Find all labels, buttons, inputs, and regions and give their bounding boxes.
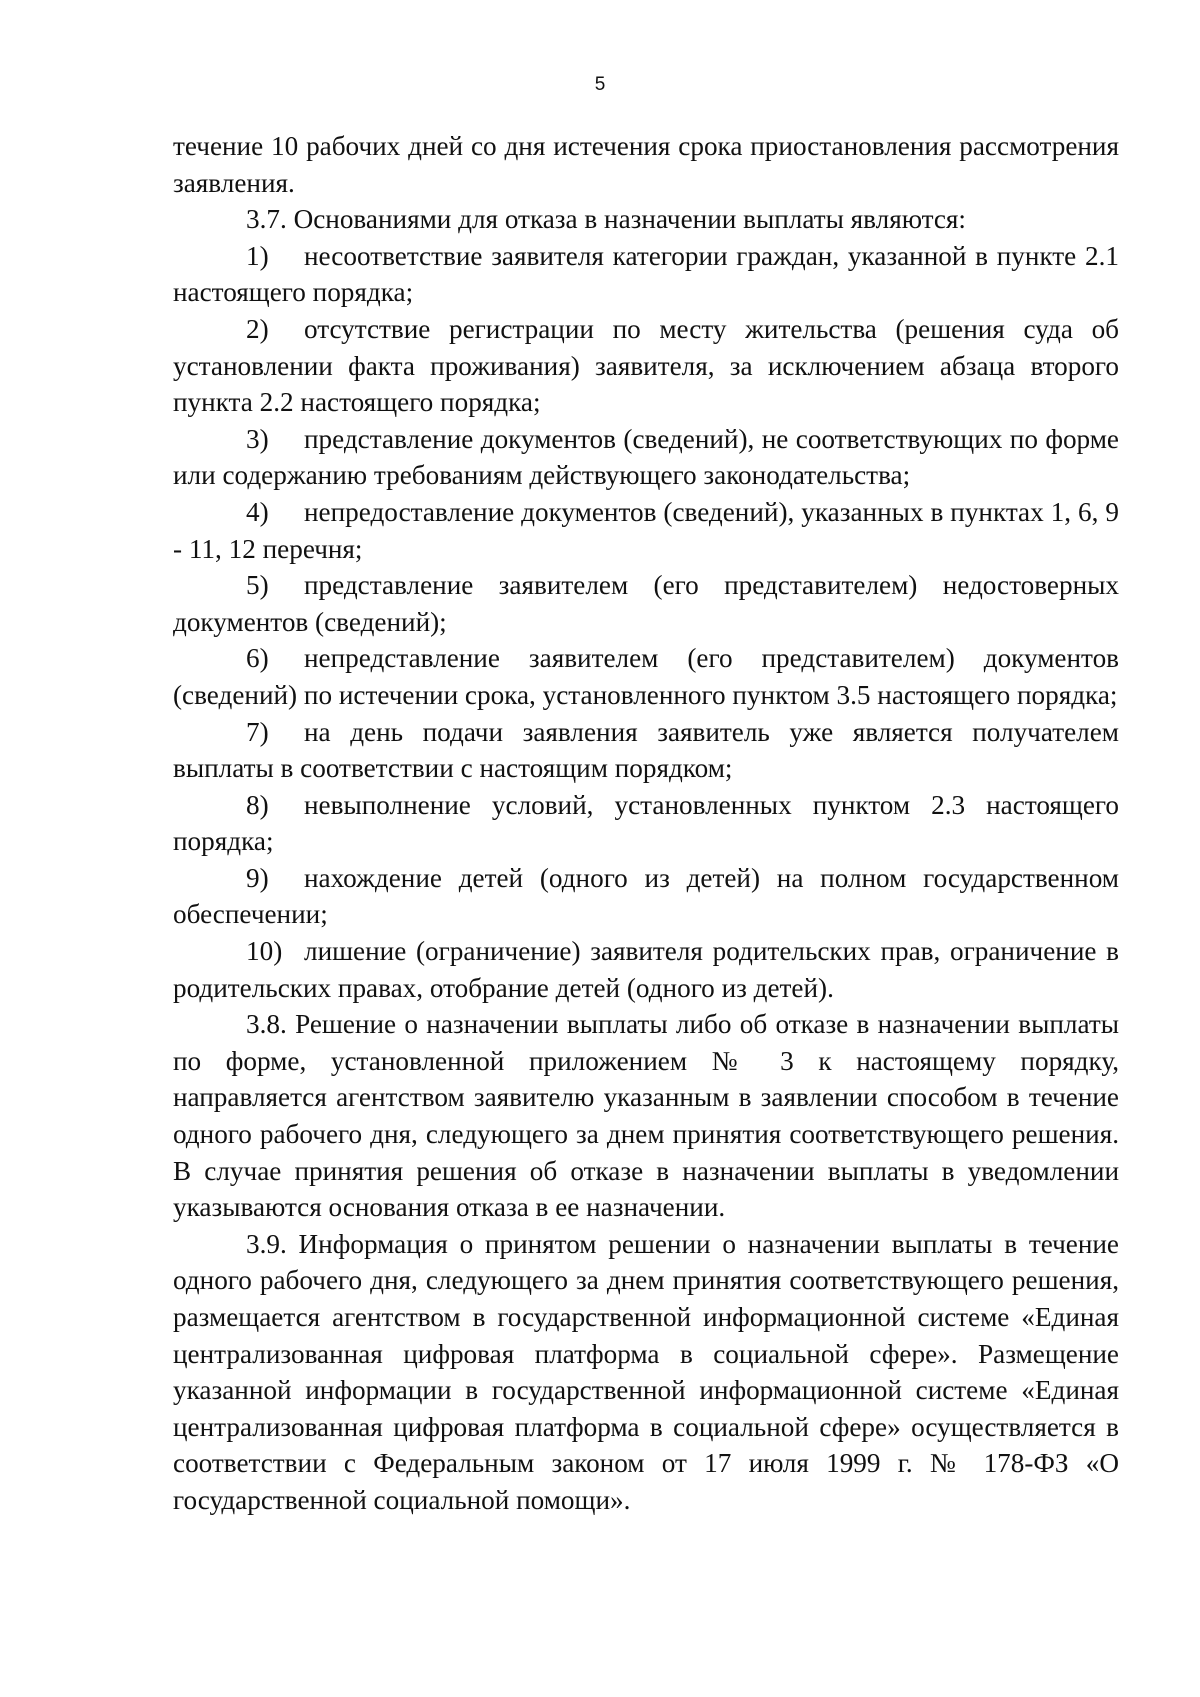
list-item [173,494,1119,567]
list-item-text: нахождение детей (одного из детей) на полном государственном обеспечении; [173,862,1119,930]
list-item-text: невыполнение условий, установленных пунктом 2.3 настоящего порядка; [173,789,1119,857]
list-item-number: 2) [246,313,269,344]
paragraph-continuation: течение 10 рабочих дней со дня истечения срока приостановления рассмотрения заявления. [173,131,1119,198]
list-item [173,787,1119,860]
list-item-number: 5) [246,570,269,601]
list-item-text: на день подачи заявления заявитель уже является получателем выплаты в соответствии с настоящим порядком; [173,716,1119,784]
list-item-number: 8) [246,789,269,820]
list-item-number: 9) [246,862,269,893]
list-item-text: непредоставление документов (сведений), указанных в пунктах 1, 6, 9 - 11, 12 перечня; [173,496,1119,564]
list-item [173,860,1119,933]
list-item [173,421,1119,494]
list-item [173,567,1119,640]
list-item-number: 4) [246,496,269,527]
list-item-number: 10) [246,936,283,967]
paragraph-3-9: 3.9. Информация о принятом решении о назначении выплаты в течение одного рабочего дня, следующего за днем принятия соответствующего решения, размещается агентством в государственной информационной системе «Единая централизованная цифровая платформа в социальной сфере». Размещение указанной информации в государственной информационной системе «Единая централизованная цифровая платформа в социальной сфере» осуществляется в соответствии с Федеральным законом от 17 июля 1999 г. № 178-ФЗ «О государственной социальной помощи». [173,1228,1119,1515]
list-item-text: непредставление заявителем (его представителем) документов (сведений) по истечении срока, установленного пунктом 3.5 настоящего порядка; [173,643,1119,710]
paragraph-3-7: 3.7. Основаниями для отказа в назначении выплаты являются: [246,204,966,235]
page-number: 5 [594,74,606,95]
list-item [173,640,1119,713]
list-item-number: 6) [246,643,269,674]
document-body [173,128,1119,1519]
paragraph-3-8: 3.8. Решение о назначении выплаты либо об отказе в назначении выплаты по форме, установленной приложением № 3 к настоящему порядку, направляется агентством заявителю указанным в заявлении способом в течение одного рабочего дня, следующего за днем принятия соответствующего решения. В случае принятия решения об отказе в назначении выплаты в уведомлении указываются основания отказа в ее назначении. [173,1009,1119,1223]
list-item [173,714,1119,787]
list-item-number: 1) [246,240,269,271]
list-item-number: 3) [246,423,269,454]
list-item-text: лишение (ограничение) заявителя родительских прав, ограничение в родительских правах, отобрание детей (одного из детей). [173,936,1119,1003]
list-item-text: несоответствие заявителя категории граждан, указанной в пункте 2.1 настоящего порядка; [173,240,1119,308]
list-item [173,933,1119,1006]
list-item [173,311,1119,421]
list-item [173,238,1119,311]
list-item-text: отсутствие регистрации по месту жительства (решения суда об установлении факта проживания) заявителя, за исключением абзаца второго пункта 2.2 настоящего порядка; [173,313,1119,418]
list-item-text: представление заявителем (его представителем) недостоверных документов (сведений); [173,570,1119,637]
list-item-number: 7) [246,716,269,747]
list-item-text: представление документов (сведений), не соответствующих по форме или содержанию требованиям действующего законодательства; [173,423,1119,491]
